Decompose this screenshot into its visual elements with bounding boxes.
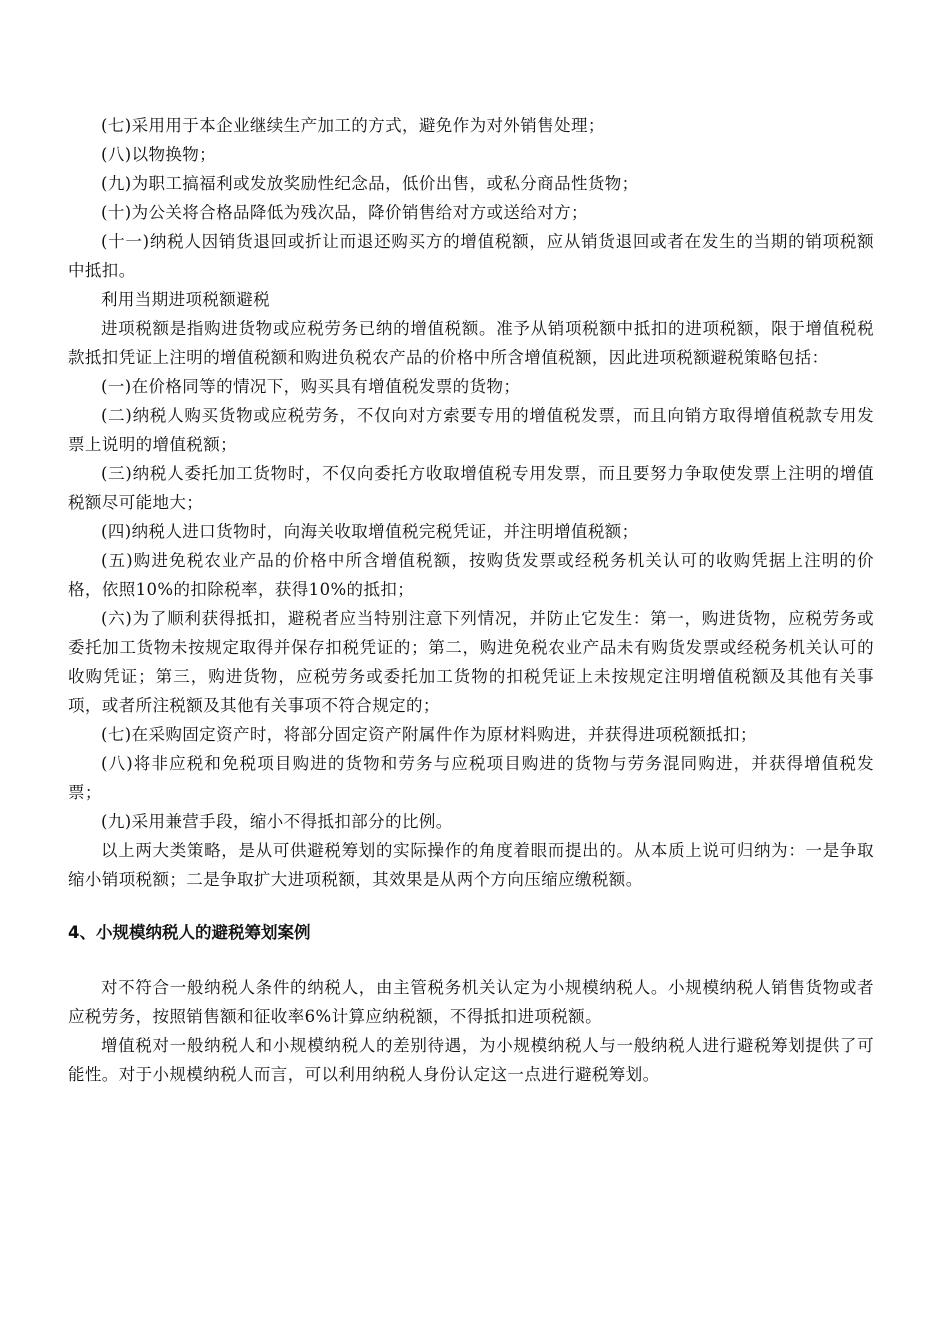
paragraph: (七)采用用于本企业继续生产加工的方式，避免作为对外销售处理； (101, 116, 605, 135)
paragraph: (四)纳税人进口货物时，向海关收取增值税完税凭证，并注明增值税额； (101, 522, 639, 541)
paragraph: (二)纳税人购买货物或应税劳务，不仅向对方索要专用的增值税发票，而且向销方取得增值税款专用发票上说明的增值税额； (68, 406, 874, 454)
paragraph: (三)纳税人委托加工货物时，不仅向委托方收取增值税专用发票，而且要努力争取使发票上注明的增值税额尽可能地大； (68, 464, 874, 512)
paragraph: (六)为了顺利获得抵扣，避税者应当特别注意下列情况，并防止它发生：第一，购进货物，应税劳务或委托加工货物未按规定取得并保存扣税凭证的；第二，购进免税农业产品未有购货发票或经税务机关认可的收购凭证；第三，购进货物，应税劳务或委托加工货物的扣税凭证上未按规定注明增值税额及其他有关事项，或者所注税额及其他有关事项不符合规定的； (68, 609, 874, 715)
paragraph: (十)为公关将合格品降低为残次品，降价销售给对方或送给对方； (101, 203, 588, 222)
paragraph: 对不符合一般纳税人条件的纳税人，由主管税务机关认定为小规模纳税人。小规模纳税人销售货物或者应税劳务，按照销售额和征收率6%计算应纳税额，不得抵扣进项税额。 (68, 978, 874, 1026)
paragraph: (一)在价格同等的情况下，购买具有增值税发票的货物； (101, 377, 521, 396)
paragraph: (九)采用兼营手段，缩小不得抵扣部分的比例。 (101, 812, 453, 831)
paragraph: (五)购进免税农业产品的价格中所含增值税额，按购货发票或经税务机关认可的收购凭据上注明的价格，依照10%的扣除税率，获得10%的抵扣； (68, 551, 874, 599)
paragraph: 增值税对一般纳税人和小规模纳税人的差别待遇，为小规模纳税人与一般纳税人进行避税筹划提供了可能性。对于小规模纳税人而言，可以利用纳税人身份认定这一点进行避税筹划。 (68, 1036, 874, 1084)
paragraph: (八)将非应税和免税项目购进的货物和劳务与应税项目购进的货物与劳务混同购进，并获得增值税发票； (68, 754, 874, 802)
paragraph: 以上两大类策略，是从可供避税筹划的实际操作的角度着眼而提出的。从本质上说可归纳为：一是争取缩小销项税额；二是争取扩大进项税额，其效果是从两个方向压缩应缴税额。 (68, 841, 874, 889)
paragraph: (七)在采购固定资产时，将部分固定资产附属件作为原材料购进，并获得进项税额抵扣； (101, 725, 757, 744)
section-heading: 4、小规模纳税人的避税筹划案例 (68, 923, 311, 942)
paragraph-subtitle: 利用当期进项税额避税 (101, 290, 270, 309)
document-page (68, 111, 874, 1089)
paragraph: 进项税额是指购进货物或应税劳务已纳的增值税额。准予从销项税额中抵扣的进项税额，限于增值税税款抵扣凭证上注明的增值税额和购进负税农产品的价格中所含增值税额，因此进项税额避税策略包括： (68, 319, 874, 367)
paragraph: (九)为职工搞福利或发放奖励性纪念品，低价出售，或私分商品性货物； (101, 174, 639, 193)
paragraph: (八)以物换物； (101, 145, 217, 164)
paragraph: (十一)纳税人因销货退回或折让而退还购买方的增值税额，应从销货退回或者在发生的当期的销项税额中抵扣。 (68, 232, 874, 280)
